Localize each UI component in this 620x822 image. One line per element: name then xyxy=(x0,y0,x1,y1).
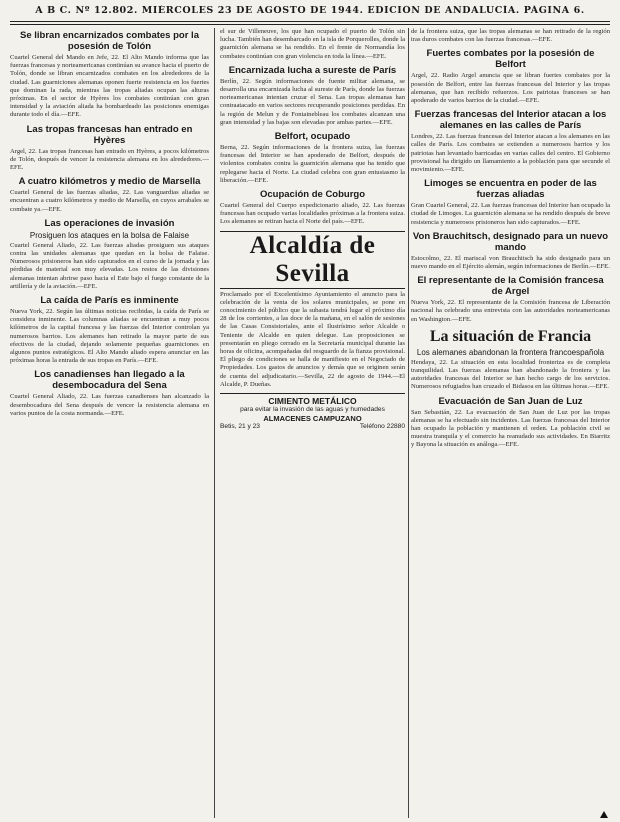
column-divider-left xyxy=(214,28,215,818)
article-body: Argel, 22. Las tropas francesas han entrado en Hyères, a pocos kilómetros de Tolón, después de vencer la resistencia alemana en los alrededores.—EFE. xyxy=(10,147,209,172)
article-headline: Von Brauchitsch, designado para un nuevo mando xyxy=(412,230,609,253)
article-headline: Limoges se encuentra en poder de las fuerzas aliadas xyxy=(424,178,597,201)
ad-address: Betis, 21 y 23 xyxy=(220,423,260,431)
registration-mark-icon xyxy=(600,811,608,818)
article xyxy=(220,231,405,389)
article xyxy=(411,48,610,105)
article-headline: La situación de Francia xyxy=(429,327,592,345)
header-rule xyxy=(10,21,610,22)
article-headline: Las operaciones de invasión xyxy=(44,217,175,229)
ad-title: CIMIENTO METÁLICO xyxy=(268,396,357,407)
article-headline: Ocupación de Coburgo xyxy=(259,189,366,201)
column-center xyxy=(220,28,405,818)
article-body: Estocolmo, 22. El mariscal von Brauchitsch ha sido designado para un nuevo mando en el Ejército alemán, según informaciones de Berlín.—EFE. xyxy=(411,254,610,271)
advertisement xyxy=(220,393,405,431)
article-headline: Fuerzas francesas del Interior atacan a los alemanes en las calles de París xyxy=(414,109,607,132)
article-subheadline: Prosiguen los ataques en la bolsa de Falaise xyxy=(29,230,190,240)
article xyxy=(220,189,405,227)
article-body: Cuartel General Aliado, 22. Las fuerzas canadienses han alcanzado la desembocadura del Sena después de vencer la resistencia alemana en varios puntos de la costa normanda.—EFE. xyxy=(10,393,209,417)
article xyxy=(220,131,405,185)
article-body: Berlín, 22. Según informaciones de fuente militar alemana, se desarrolla una encarnizada lucha al sureste de París, donde las fuerzas norteamericanas intentan cruzar el Sena. Las tropas alemanas han contraatacado en varios sectores recuperando posiciones perdidas. En la región de Melun y de Fontainebleau los combates alcanzan una gran intensidad y las bajas son elevadas por ambas partes.—EFE. xyxy=(220,77,405,126)
article-body: Hendaya, 22. La situación en esta localidad fronteriza es de completa tranquilidad. Las fuerzas alemanas han abandonado la frontera y las autoridades francesas del Interior se han hecho cargo de los servicios. Numerosos refugiados han cruzado el Bidasoa en las últimas horas.—EFE. xyxy=(411,358,610,391)
article-body: Nueva York, 22. Según las últimas noticias recibidas, la caída de París se considera inminente. Las columnas aliadas se encuentran a muy pocos kilómetros de la capital francesa y las fuerzas del Interior controlan ya numerosos barrios. Los alemanes han retirado la mayor parte de sus efectivos de la ciudad, dejando solamente pequeñas guarniciones en algunos puntos estratégicos. El Alto Mando aliado espera anunciar en las próximas horas la entrada de sus tropas en París.—EFE. xyxy=(10,308,209,365)
article xyxy=(10,295,209,365)
article xyxy=(411,275,610,324)
column-divider-right xyxy=(408,28,409,818)
article xyxy=(220,28,405,61)
article-body: Londres, 22. Las fuerzas francesas del Interior atacan a los alemanes en las calles de París. Los combates se extienden a numerosos barrios y los patriotas han levantado barricadas en varias calles del centro. El Gobierno provisional ha dirigido un llamamiento a la población para que secunde el movimiento.—EFE. xyxy=(411,133,610,174)
article xyxy=(411,396,610,450)
article xyxy=(220,65,405,127)
column-right xyxy=(411,28,610,818)
article xyxy=(10,369,209,418)
article xyxy=(411,109,610,174)
article-body: Argel, 22. Radio Argel anuncia que se libran fuertes combates por la posesión de Belfort, entre las fuerzas francesas del Interior y las tropas alemanas, que han recibido refuerzos. Los patriotas franceses se han apoderado de varios barrios de la ciudad.—EFE. xyxy=(411,72,610,105)
ad-phone: Teléfono 22880 xyxy=(359,423,405,431)
article-body: Cuartel General de las fuerzas aliadas, 22. Las vanguardias aliadas se encuentran a cuatro kilómetros y medio de Marsella, en cuyos arrabales se combate ya.—EFE. xyxy=(10,189,209,213)
article-body: San Sebastián, 22. La evacuación de San Juan de Luz por las tropas alemanas se ha efectuado sin incidentes. Las fuerzas francesas del Interior han ocupado la población y mantienen el orden. La población civil se muestra tranquila y el comercio ha reanudado sus actividades. En Biarritz y Bayona la situación es análoga.—EFE. xyxy=(411,408,610,449)
article xyxy=(10,218,209,291)
article-headline: A cuatro kilómetros y medio de Marsella xyxy=(18,176,201,188)
article xyxy=(10,176,209,214)
article xyxy=(10,124,209,173)
page-header: A B C. Nº 12.802. MIÉRCOLES 23 DE AGOSTO DE 1944. EDICIÓN DE ANDALUCÍA. PÁGINA 6. xyxy=(35,5,585,16)
article-headline: Fuertes combates por la posesión de Belfort xyxy=(426,48,595,71)
article-body: de la frontera suiza, que las tropas alemanas se han retirado de la región tras duros combates con las fuerzas francesas.—EFE. xyxy=(411,28,610,44)
article-headline: Encarnizada lucha a sureste de París xyxy=(228,64,397,76)
article-headline: Belfort, ocupado xyxy=(274,131,351,143)
article-subheadline: Los alemanes abandonan la frontera francoespañola xyxy=(416,347,605,357)
article-body: Nueva York, 22. El representante de la Comisión francesa de Liberación nacional ha celebrado una entrevista con las autoridades norteamericanas en Washington.—EFE. xyxy=(411,299,610,323)
article-headline: Se libran encarnizados combates por la posesión de Tolón xyxy=(20,30,199,52)
article xyxy=(411,328,610,392)
article-body: Cuartel General Aliado, 22. Las fuerzas aliadas prosiguen sus ataques contra las unidades alemanas que quedan en la bolsa de Falaise. Numerosos prisioneros han sido capturados en el curso de la jornada y las pérdidas de material son muy elevadas. Los restos de las divisiones alemanas intentan abrirse paso hacia el Este bajo el fuego constante de la artillería y de la aviación.—EFE. xyxy=(10,241,209,290)
article-body: Cuartel General del Cuerpo expedicionario aliado, 22. Las fuerzas francesas han ocupado varias localidades próximas a la frontera suiza. Los alemanes se retiran hacia el Norte del país.—EFE. xyxy=(220,202,405,226)
ad-subtitle: para evitar la invasión de las aguas y humedades xyxy=(240,406,385,414)
column-left xyxy=(10,28,209,818)
article-body: Gran Cuartel General, 22. Las fuerzas francesas del Interior han ocupado la ciudad de Limoges. La guarnición alemana se ha rendido después de breve resistencia y numerosos prisioneros han sido capturados.—EFE. xyxy=(411,202,610,226)
article xyxy=(411,231,610,271)
article-body: Berna, 22. Según informaciones de la frontera suiza, las fuerzas francesas del Interior se han apoderado de Belfort, después de violentos combates contra la guarnición alemana que ha tenido que replegarse hacia el Norte. La ciudad celebra con gran entusiasmo la liberación.—EFE. xyxy=(220,144,405,184)
ad-contact-row xyxy=(220,423,405,431)
article-headline: El representante de la Comisión francesa de Argel xyxy=(417,275,604,298)
article-headline: La caída de París es inminente xyxy=(40,295,179,307)
article-headline: Evacuación de San Juan de Luz xyxy=(438,395,583,407)
article-body: el sur de Villeneuve, los que han ocupado el puerto de Tolón sin lucha. También han desembarcado en la isla de Porquerolles, donde la guarnición alemana se ha rendido. En el frente de Normandía los combates continúan con gran violencia en toda la línea.—EFE. xyxy=(220,28,405,60)
header-rule-double xyxy=(10,24,610,25)
article xyxy=(411,28,610,44)
article xyxy=(411,178,610,227)
article-headline: Las tropas francesas han entrado en Hyères xyxy=(26,123,193,146)
masthead-title: Alcaldía de Sevilla xyxy=(220,231,405,289)
article-body: Proclamado por el Excelentísimo Ayuntamiento el anuncio para la celebración de la venta de los solares municipales, se pone en conocimiento del público que la subasta tendrá lugar el próximo día 28 de los corrientes, a las doce de la mañana, en el salón de sesiones de las Casas Consistoriales, ante el Ilustrísimo señor Alcalde o Teniente de Alcalde en quien delegue. Las proposiciones se presentarán en pliego cerrado en la Secretaría municipal durante las horas de oficina, acompañadas del resguardo de la fianza provisional. El pliego de condiciones se halla de manifiesto en el Negociado de Propiedades. Los gastos de anuncios y demás que se originen serán de cuenta del adjudicatario.—Sevilla, 22 de agosto de 1944.—El Alcalde, P. Dueñas. xyxy=(220,290,405,388)
article-headline: Los canadienses han llegado a la desembocadura del Sena xyxy=(34,369,185,392)
ad-company-name: ALMACENES CAMPUZANO xyxy=(263,414,362,424)
article xyxy=(10,30,209,120)
article-body: Cuartel General del Mando en Jefe, 22. El Alto Mando informa que las fuerzas francesas y norteamericanas continúan su avance hacia el puerto de Tolón, donde se libran encarnizados combates en los alrededores de la ciudad. Las guarniciones alemanas oponen fuerte resistencia en los fuertes que dominan la rada, mientras las tropas aliadas ocupan las alturas próximas. En el sector de Hyères los combates continúan con gran intensidad y la aviación aliada ha bombardeado las posiciones enemigas durante todo el día.—EFE. xyxy=(10,54,209,119)
